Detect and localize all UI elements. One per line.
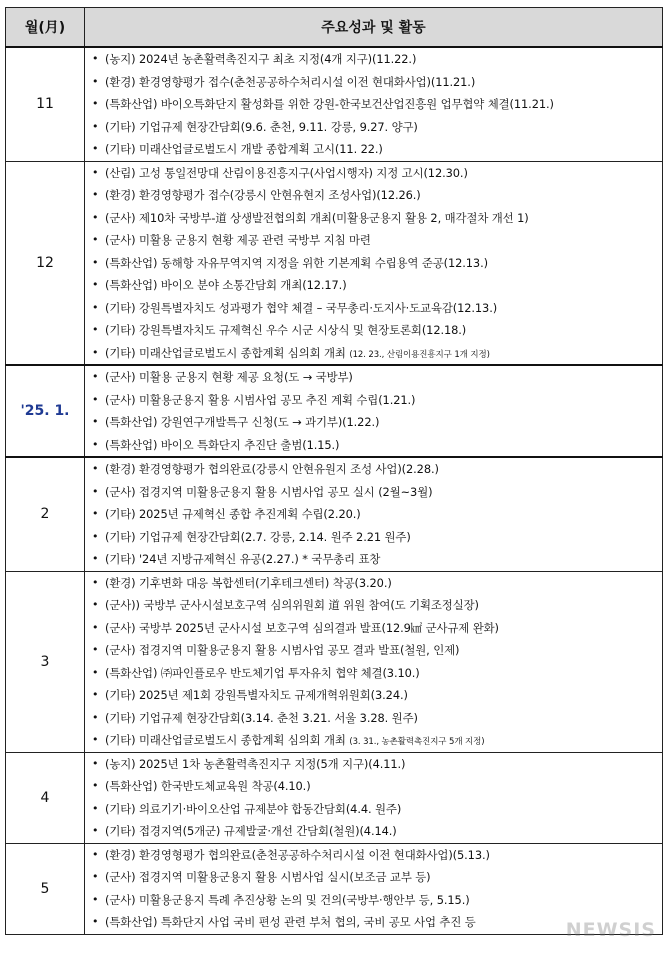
activity-text: (군사) 접경지역 미활용군용지 활용 시범사업 공모 실시 (2월~3월)	[105, 484, 433, 499]
bullet-icon: •	[92, 598, 99, 611]
activity-item	[85, 138, 662, 161]
activity-text: (기타) 미래산업글로벌도시 개발 종합계획 고시(11. 22.)	[105, 142, 383, 156]
activity-cell	[85, 365, 663, 457]
month-group-row	[6, 365, 663, 457]
activity-item	[85, 798, 662, 821]
activity-text: (특화산업) ㈜파인플로우 반도체기업 투자유치 협약 체결(3.10.)	[105, 665, 420, 680]
activity-text: (환경) 환경영향평가 협의완료(강릉시 안현유원지 조성 사업)(2.28.)	[105, 462, 439, 476]
month-cell: 3	[6, 571, 85, 752]
activity-item	[85, 775, 662, 798]
activity-text: (군사) 미활용군용지 특례 추진상황 논의 및 건의(국방부·행안부 등, 5.15.)	[105, 892, 470, 907]
month-cell: 12	[6, 161, 85, 365]
bullet-icon: •	[92, 370, 99, 383]
activity-item	[85, 48, 662, 71]
activity-text: (기타) 미래산업글로벌도시 종합계획 심의회 개최	[105, 345, 346, 360]
activity-item	[85, 866, 662, 889]
activity-item	[85, 162, 662, 185]
activity-item	[85, 252, 662, 275]
activity-text: (군사) 국방부 2025년 군사시설 보호구역 심의결과 발표(12.9㎢ 군사규제 완화)	[105, 620, 499, 635]
activity-list	[85, 572, 662, 752]
bullet-icon: •	[92, 756, 99, 770]
bullet-icon: •	[92, 415, 99, 428]
activity-text: (환경) 환경영향평가 접수(강릉시 안현유현지 조성사업)(12.26.)	[105, 188, 421, 202]
activity-item	[85, 844, 662, 867]
activity-text: (기타) 기업규제 현장간담회(9.6. 춘천, 9.11. 강릉, 9.27. 양구)	[105, 119, 418, 134]
bullet-icon: •	[92, 665, 99, 679]
activity-item	[85, 274, 662, 297]
activity-text: (특화산업) 강원연구개발특구 신청(도 → 과기부)(1.22.)	[105, 415, 380, 429]
activity-note: (3. 31., 농촌활력촉진지구 5개 지정)	[349, 737, 485, 747]
activity-text: (군사) 미활용 군용지 현황 제공 요청(도 → 국방부)	[105, 370, 353, 384]
activity-item	[85, 617, 662, 640]
activity-text: (산림) 고성 통일전망대 산림이용진흥지구(사업시행자) 지정 고시(12.30.)	[105, 165, 468, 180]
activity-item	[85, 366, 662, 389]
bullet-icon: •	[92, 643, 99, 656]
bullet-icon: •	[92, 779, 99, 792]
bullet-icon: •	[92, 915, 99, 928]
activity-item	[85, 458, 662, 481]
bullet-icon: •	[92, 892, 99, 906]
bullet-icon: •	[92, 733, 99, 746]
table-header-row	[6, 8, 663, 48]
month-group-row	[6, 47, 663, 161]
activity-item	[85, 684, 662, 707]
activity-text: (기타) 강원특별자치도 성과평가 협약 체결 – 국무총리·도지사·도교육감(12.13.)	[105, 300, 498, 315]
activity-text: (특화산업) 한국반도체교육원 착공(4.10.)	[105, 779, 311, 793]
activity-text: (농지) 2025년 1차 농촌활력촉진지구 지정(5개 지구)(4.11.)	[105, 756, 406, 771]
activity-text: (농지) 2024년 농촌활력촉진지구 최초 지정(4개 지구)(11.22.)	[105, 52, 417, 66]
watermark: NEWSIS	[565, 919, 656, 941]
activity-text: (기타) 기업규제 현장간담회(2.7. 강릉, 2.14. 원주 2.21 원주)	[105, 529, 411, 544]
activity-item	[85, 71, 662, 94]
month-column-header: 월(月)	[6, 8, 85, 48]
activity-text: (기타) 의료기기·바이오산업 규제분야 합동간담회(4.4. 원주)	[105, 801, 402, 816]
activity-text: (환경) 환경영형평가 협의완료(춘천공공하수처리시설 이전 현대화사업)(5.13.)	[105, 847, 490, 862]
bullet-icon: •	[92, 484, 99, 498]
bullet-icon: •	[92, 255, 99, 269]
activity-text: (특화산업) 바이오 특화단지 추진단 출범(1.15.)	[105, 437, 340, 452]
bullet-icon: •	[92, 233, 99, 246]
activity-item	[85, 707, 662, 730]
activity-item	[85, 184, 662, 207]
month-cell: 5	[6, 843, 85, 934]
activity-list	[85, 366, 662, 456]
bullet-icon: •	[92, 437, 99, 451]
activity-text: (특화산업) 동해항 자유무역지역 지정을 위한 기본계획 수립용역 준공(12.13.)	[105, 255, 488, 270]
bullet-icon: •	[92, 345, 99, 359]
month-cell: 11	[6, 47, 85, 161]
activity-text: (군사) 접경지역 미활용군용지 활용 시범사업 공모 결과 발표(철원, 인제)	[105, 643, 460, 657]
activity-text: (기타) 2025년 규제혁신 종합 추진계획 수립(2.20.)	[105, 507, 361, 521]
month-cell: 2	[6, 457, 85, 571]
activity-item	[85, 229, 662, 252]
activity-item	[85, 889, 662, 912]
activity-item	[85, 411, 662, 434]
activity-item	[85, 389, 662, 412]
bullet-icon: •	[92, 552, 99, 565]
activity-list	[85, 753, 662, 843]
activity-table	[5, 7, 663, 935]
bullet-icon: •	[92, 847, 99, 861]
activity-list	[85, 48, 662, 161]
activity-text: (환경) 환경영향평가 접수(춘천공공하수처리시설 이전 현대화사업)(11.21.)	[105, 74, 476, 89]
activity-text: (기타) 미래산업글로벌도시 종합계획 심의회 개최	[105, 733, 346, 747]
bullet-icon: •	[92, 142, 99, 155]
activity-cell	[85, 752, 663, 843]
activity-text: (환경) 기후변화 대응 복합센터(기후테크센터) 착공(3.20.)	[105, 575, 392, 590]
activity-text: (특화산업) 바이오특화단지 활성화를 위한 강원-한국보건산업진흥원 업무협약 체결(11.21.)	[105, 97, 554, 111]
activity-list	[85, 458, 662, 571]
activity-text: (군사) 미활용 군용지 현황 제공 관련 국방부 지침 마련	[105, 233, 371, 247]
bullet-icon: •	[92, 462, 99, 475]
activity-item	[85, 548, 662, 571]
activity-item	[85, 729, 662, 752]
bullet-icon: •	[92, 824, 99, 837]
activity-item	[85, 572, 662, 595]
bullet-icon: •	[92, 97, 99, 110]
bullet-icon: •	[92, 620, 99, 634]
bullet-icon: •	[92, 529, 99, 543]
bullet-icon: •	[92, 801, 99, 815]
month-group-row	[6, 571, 663, 752]
activity-item	[85, 207, 662, 230]
activity-list	[85, 162, 662, 365]
activity-item	[85, 594, 662, 617]
activity-cell	[85, 571, 663, 752]
activity-item	[85, 526, 662, 549]
bullet-icon: •	[92, 392, 99, 406]
bullet-icon: •	[92, 323, 99, 336]
month-cell: '25. 1.	[6, 365, 85, 457]
activity-text: (특화산업) 바이오 분야 소통간담회 개최(12.17.)	[105, 278, 347, 292]
activity-text: (기타) 기업규제 현장간담회(3.14. 춘천 3.21. 서울 3.28. 원주)	[105, 710, 418, 725]
bullet-icon: •	[92, 188, 99, 201]
activity-note: (12. 23., 산림이용진흥지구 1개 지정)	[349, 349, 490, 360]
activity-item	[85, 753, 662, 776]
bullet-icon: •	[92, 710, 99, 724]
month-cell: 4	[6, 752, 85, 843]
activity-item	[85, 116, 662, 139]
activity-item	[85, 503, 662, 526]
activity-cell	[85, 457, 663, 571]
activity-text: (군사) 미활용군용지 활용 시범사업 공모 추진 계획 수립(1.21.)	[105, 392, 416, 407]
bullet-icon: •	[92, 210, 99, 224]
activity-text: (군사)) 국방부 군사시설보호구역 심의위원회 道 위원 참여(도 기획조정실장)	[105, 598, 479, 612]
month-group-row	[6, 457, 663, 571]
bullet-icon: •	[92, 52, 99, 65]
table-body	[6, 47, 663, 934]
bullet-icon: •	[92, 119, 99, 133]
month-group-row	[6, 752, 663, 843]
activity-item	[85, 319, 662, 342]
bullet-icon: •	[92, 870, 99, 883]
activity-item	[85, 662, 662, 685]
bullet-icon: •	[92, 278, 99, 291]
bullet-icon: •	[92, 507, 99, 520]
activity-text: (군사) 제10차 국방부-道 상생발전협의회 개최(미활용군용지 활용 2, 매각절차 개선 1)	[105, 210, 529, 225]
activity-text: (기타) '24년 지방규제혁신 유공(2.27.) * 국무총리 표창	[105, 552, 381, 566]
activity-text: (기타) 강원특별자치도 규제혁신 우수 시군 시상식 및 현장토론회(12.18.)	[105, 323, 467, 337]
bullet-icon: •	[92, 74, 99, 88]
activity-item	[85, 639, 662, 662]
activity-item	[85, 297, 662, 320]
bullet-icon: •	[92, 688, 99, 701]
activity-item	[85, 434, 662, 457]
activity-item	[85, 93, 662, 116]
bullet-icon: •	[92, 300, 99, 314]
activity-text: (군사) 접경지역 미활용군용지 활용 시범사업 실시(보조금 교부 등)	[105, 870, 431, 884]
month-group-row	[6, 161, 663, 365]
activity-column-header: 주요성과 및 활동	[85, 8, 663, 48]
activity-item	[85, 342, 662, 365]
bullet-icon: •	[92, 575, 99, 589]
activity-text: (특화산업) 특화단지 사업 국비 편성 관련 부처 협의, 국비 공모 사업 추진 등	[105, 915, 476, 929]
activity-text: (기타) 접경지역(5개군) 규제발굴·개선 간담회(철원)(4.14.)	[105, 824, 397, 838]
activity-cell	[85, 161, 663, 365]
activity-item	[85, 481, 662, 504]
activity-item	[85, 820, 662, 843]
activity-text: (기타) 2025년 제1회 강원특별자치도 규제개혁위원회(3.24.)	[105, 688, 408, 702]
activity-cell	[85, 47, 663, 161]
bullet-icon: •	[92, 165, 99, 179]
month-group-row	[6, 843, 663, 934]
